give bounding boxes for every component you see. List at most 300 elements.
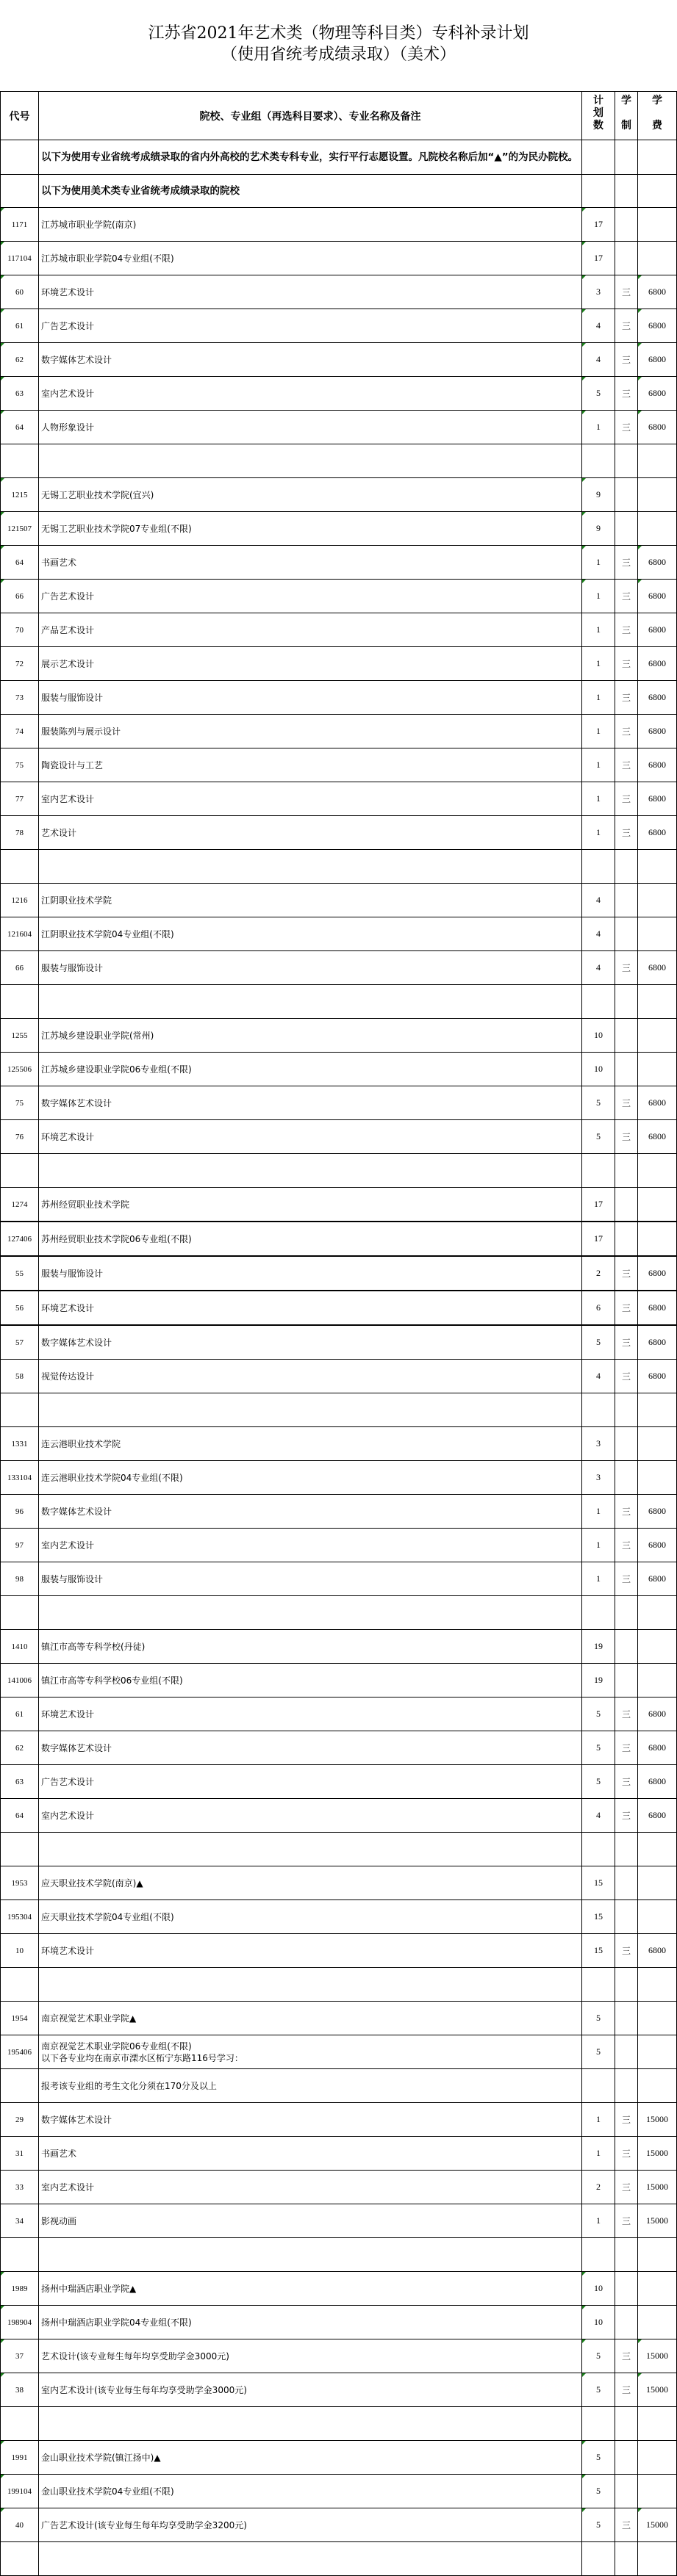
row-duration: [615, 512, 638, 546]
row-name: 广告艺术设计: [39, 309, 582, 343]
row-plan-count: 4: [582, 951, 615, 985]
row-name: 连云港职业技术学院: [39, 1427, 582, 1461]
row-code: 1216: [1, 884, 39, 917]
spacer-row: [1, 1393, 677, 1427]
row-plan-count: 10: [582, 1053, 615, 1086]
row-fee: 6800: [638, 1765, 677, 1799]
row-fee: [638, 2407, 677, 2441]
row-duration: [615, 1154, 638, 1188]
table-row: [1, 1053, 677, 1086]
row-duration: [615, 2272, 638, 2306]
row-plan-count: 17: [582, 1188, 615, 1222]
table-row: [1, 1086, 677, 1120]
row-plan-count: 1: [582, 580, 615, 613]
row-name: 室内艺术设计: [39, 2171, 582, 2204]
row-duration: 三: [615, 1256, 638, 1291]
row-fee: [638, 2002, 677, 2035]
spacer-row: [1, 2542, 677, 2576]
row-duration: 三: [615, 1799, 638, 1833]
row-fee: 6800: [638, 1120, 677, 1154]
row-code: [1, 985, 39, 1019]
row-fee: 15000: [638, 2103, 677, 2137]
row-plan-count: 5: [582, 1765, 615, 1799]
row-name: 室内艺术设计: [39, 1529, 582, 1562]
row-duration: 三: [615, 2508, 638, 2542]
row-plan-count: 17: [582, 208, 615, 242]
row-fee: 6800: [638, 782, 677, 816]
table-row: [1, 748, 677, 782]
spacer-row: [1, 2238, 677, 2272]
row-fee: [638, 2069, 677, 2103]
row-name: 广告艺术设计(该专业每生每年均享受助学金3200元): [39, 2508, 582, 2542]
header-plan: [582, 92, 615, 140]
row-name: 扬州中瑞酒店职业学院▲: [39, 2272, 582, 2306]
row-code: 56: [1, 1291, 39, 1325]
table-row: [1, 2002, 677, 2035]
table-row: [1, 917, 677, 951]
row-plan-count: 1: [582, 2137, 615, 2171]
row-plan-count: 10: [582, 2272, 615, 2306]
row-fee: [638, 2272, 677, 2306]
row-code: [1, 850, 39, 884]
table-row: [1, 478, 677, 512]
row-name: 江苏城市职业学院(南京): [39, 208, 582, 242]
row-name: 广告艺术设计: [39, 1765, 582, 1799]
table-row: [1, 1698, 677, 1731]
table-row: [1, 1731, 677, 1765]
row-code: 64: [1, 1799, 39, 1833]
row-name: 室内艺术设计: [39, 1799, 582, 1833]
row-name: 应天职业技术学院(南京)▲: [39, 1866, 582, 1900]
row-name: 镇江市高等专科学校(丹徒): [39, 1630, 582, 1664]
row-fee: 15000: [638, 2339, 677, 2373]
row-duration: 三: [615, 647, 638, 681]
row-plan-count: 5: [582, 1120, 615, 1154]
row-plan-count: 1: [582, 2204, 615, 2238]
row-duration: [615, 2069, 638, 2103]
table-row: [1, 2306, 677, 2339]
row-name: [39, 2542, 582, 2576]
table-row: [1, 512, 677, 546]
row-fee: 6800: [638, 309, 677, 343]
row-fee: 15000: [638, 2204, 677, 2238]
table-row: [1, 1291, 677, 1325]
spacer-row: [1, 850, 677, 884]
row-duration: [615, 2306, 638, 2339]
table-row: [1, 1360, 677, 1393]
row-code: 61: [1, 309, 39, 343]
row-plan-count: 5: [582, 2002, 615, 2035]
table-row: [1, 816, 677, 850]
table-row: [1, 1461, 677, 1495]
row-duration: [615, 985, 638, 1019]
table-row: [1, 2508, 677, 2542]
table-row: [1, 2373, 677, 2407]
row-fee: 6800: [638, 1799, 677, 1833]
row-code: 78: [1, 816, 39, 850]
row-fee: 15000: [638, 2373, 677, 2407]
row-name: 镇江市高等专科学校06专业组(不限): [39, 1664, 582, 1698]
header-plan-char: 计: [593, 95, 603, 107]
row-plan-count: 5: [582, 2373, 615, 2407]
row-plan-count: 5: [582, 1698, 615, 1731]
row-plan-count: 1: [582, 647, 615, 681]
row-plan-count: 5: [582, 1325, 615, 1360]
row-name: [39, 985, 582, 1019]
notice-text: 以下为使用专业省统考成绩录取的省内外高校的艺术类专科专业，实行平行志愿设置。凡院校名称后加“▲”的为民办院校。: [41, 151, 579, 163]
row-plan-count: 17: [582, 242, 615, 275]
row-name: 视觉传达设计: [39, 1360, 582, 1393]
header-duration-char: 学: [621, 95, 631, 107]
header-plan-char: 划: [593, 107, 603, 119]
header-plan-char: 数: [593, 120, 603, 131]
row-name: 苏州经贸职业技术学院: [39, 1188, 582, 1222]
row-code: 57: [1, 1325, 39, 1360]
row-duration: 三: [615, 2137, 638, 2171]
spacer-row: [1, 1833, 677, 1866]
row-duration: [615, 917, 638, 951]
table-row: [1, 2339, 677, 2373]
row-duration: 三: [615, 2373, 638, 2407]
section-text: 以下为使用美术类专业省统考成绩录取的院校: [41, 184, 240, 197]
row-code: 1171: [1, 208, 39, 242]
table-row: [1, 2272, 677, 2306]
row-name: 环境艺术设计: [39, 275, 582, 309]
row-plan-count: 10: [582, 1019, 615, 1053]
row-plan-count: 5: [582, 2475, 615, 2508]
table-row: [1, 1256, 677, 1291]
row-plan-count: 4: [582, 917, 615, 951]
row-plan-count: 17: [582, 1222, 615, 1256]
row-fee: 6800: [638, 546, 677, 580]
row-name: [39, 2238, 582, 2272]
row-fee: 6800: [638, 715, 677, 748]
row-plan-count: 5: [582, 2339, 615, 2373]
row-duration: 三: [615, 715, 638, 748]
table-row: [1, 2171, 677, 2204]
table-row: [1, 1427, 677, 1461]
section-row: [1, 175, 677, 208]
row-plan-count: 4: [582, 1799, 615, 1833]
row-code: 98: [1, 1562, 39, 1596]
row-duration: 三: [615, 1325, 638, 1360]
row-fee: [638, 1053, 677, 1086]
note-row: [1, 2069, 677, 2103]
table-row: [1, 1562, 677, 1596]
row-code: 97: [1, 1529, 39, 1562]
row-duration: [615, 478, 638, 512]
row-plan-count: 1: [582, 715, 615, 748]
row-code: 121507: [1, 512, 39, 546]
table-row: [1, 275, 677, 309]
row-code: 1989: [1, 2272, 39, 2306]
row-fee: [638, 1222, 677, 1256]
table-row: [1, 2204, 677, 2238]
spacer-row: [1, 2407, 677, 2441]
row-duration: 三: [615, 377, 638, 411]
row-code: 40: [1, 2508, 39, 2542]
row-plan-count: 3: [582, 1461, 615, 1495]
row-plan-count: 4: [582, 884, 615, 917]
row-code: 77: [1, 782, 39, 816]
table-row: [1, 411, 677, 444]
header-fee-char: 学: [652, 95, 662, 107]
row-name: 数字媒体艺术设计: [39, 1495, 582, 1529]
row-plan-count: 4: [582, 1360, 615, 1393]
row-name-line1: 南京视觉艺术职业学院06专业组(不限): [41, 2041, 192, 2052]
row-plan-count: [582, 1833, 615, 1866]
row-plan-count: 15: [582, 1866, 615, 1900]
row-fee: [638, 1154, 677, 1188]
row-fee: [638, 1393, 677, 1427]
row-name: [39, 1154, 582, 1188]
row-code: 38: [1, 2373, 39, 2407]
row-duration: [615, 1393, 638, 1427]
row-code: 60: [1, 275, 39, 309]
table-row: [1, 951, 677, 985]
row-code: 74: [1, 715, 39, 748]
row-code: 76: [1, 1120, 39, 1154]
row-fee: [638, 850, 677, 884]
table-row: [1, 1325, 677, 1360]
row-plan-count: 3: [582, 275, 615, 309]
row-duration: [615, 444, 638, 478]
header-code: 代号: [1, 92, 39, 140]
row-fee: [638, 208, 677, 242]
row-name: [39, 444, 582, 478]
header-duration-char: 制: [621, 120, 631, 131]
row-code: 31: [1, 2137, 39, 2171]
table-row: [1, 2475, 677, 2508]
row-plan-count: 1: [582, 681, 615, 715]
row-code: 29: [1, 2103, 39, 2137]
row-plan-count: [582, 2542, 615, 2576]
row-duration: [615, 1630, 638, 1664]
row-code: 195406: [1, 2035, 39, 2069]
row-plan-count: 9: [582, 478, 615, 512]
table-row: [1, 1934, 677, 1968]
row-code: 1331: [1, 1427, 39, 1461]
row-name: 数字媒体艺术设计: [39, 343, 582, 377]
row-duration: [615, 1968, 638, 2002]
row-name: 影视动画: [39, 2204, 582, 2238]
row-name: 金山职业技术学院04专业组(不限): [39, 2475, 582, 2508]
row-code: 37: [1, 2339, 39, 2373]
row-name: 应天职业技术学院04专业组(不限): [39, 1900, 582, 1934]
row-duration: 三: [615, 580, 638, 613]
row-fee: [638, 2475, 677, 2508]
row-fee: 6800: [638, 580, 677, 613]
row-fee: 6800: [638, 816, 677, 850]
row-fee: 6800: [638, 1256, 677, 1291]
row-name: [39, 2407, 582, 2441]
row-duration: 三: [615, 951, 638, 985]
header-fee: [638, 92, 677, 140]
row-duration: 三: [615, 782, 638, 816]
row-code: [1, 2407, 39, 2441]
row-plan-count: 1: [582, 1495, 615, 1529]
row-name: 产品艺术设计: [39, 613, 582, 647]
row-name: 江苏城乡建设职业学院06专业组(不限): [39, 1053, 582, 1086]
row-fee: 15000: [638, 2137, 677, 2171]
row-duration: 三: [615, 613, 638, 647]
row-fee: [638, 2306, 677, 2339]
table-row: [1, 1900, 677, 1934]
table-row: [1, 580, 677, 613]
row-fee: 6800: [638, 1325, 677, 1360]
spacer-row: [1, 1596, 677, 1630]
row-plan-count: 1: [582, 748, 615, 782]
row-plan-count: 5: [582, 2441, 615, 2475]
row-duration: 三: [615, 1765, 638, 1799]
row-plan-count: 5: [582, 1086, 615, 1120]
table-row: [1, 343, 677, 377]
row-name: 无锡工艺职业技术学院07专业组(不限): [39, 512, 582, 546]
row-duration: 三: [615, 1731, 638, 1765]
row-duration: 三: [615, 1120, 638, 1154]
row-name: 苏州经贸职业技术学院06专业组(不限): [39, 1222, 582, 1256]
table-row: [1, 2035, 677, 2069]
table-row: [1, 242, 677, 275]
header-name: 院校、专业组（再选科目要求）、专业名称及备注: [39, 92, 582, 140]
row-plan-count: 5: [582, 2508, 615, 2542]
row-name: 环境艺术设计: [39, 1934, 582, 1968]
row-name: 陶瓷设计与工艺: [39, 748, 582, 782]
row-fee: [638, 1866, 677, 1900]
row-name: 服装陈列与展示设计: [39, 715, 582, 748]
row-name: [39, 1393, 582, 1427]
row-code: 1954: [1, 2002, 39, 2035]
row-duration: 三: [615, 546, 638, 580]
row-name: 艺术设计(该专业每生每年均享受助学金3000元): [39, 2339, 582, 2373]
row-code: 55: [1, 1256, 39, 1291]
row-fee: 6800: [638, 1529, 677, 1562]
row-name: 江阴职业技术学院04专业组(不限): [39, 917, 582, 951]
row-duration: [615, 1596, 638, 1630]
row-fee: [638, 1019, 677, 1053]
row-plan-count: [582, 2238, 615, 2272]
row-plan-count: [582, 850, 615, 884]
row-name: 无锡工艺职业技术学院(宜兴): [39, 478, 582, 512]
row-fee: 6800: [638, 647, 677, 681]
row-name: 室内艺术设计(该专业每生每年均享受助学金3000元): [39, 2373, 582, 2407]
notice-row: [1, 140, 677, 175]
row-plan-count: [582, 2069, 615, 2103]
row-plan-count: [582, 2407, 615, 2441]
table-row: [1, 208, 677, 242]
row-fee: [638, 1630, 677, 1664]
row-duration: [615, 1664, 638, 1698]
table-row: [1, 1120, 677, 1154]
row-code: [1, 444, 39, 478]
row-duration: [615, 2002, 638, 2035]
row-fee: 6800: [638, 1495, 677, 1529]
row-fee: [638, 985, 677, 1019]
row-fee: 6800: [638, 748, 677, 782]
row-plan-count: [582, 444, 615, 478]
row-fee: 6800: [638, 681, 677, 715]
row-code: 121604: [1, 917, 39, 951]
header-fee-char: 费: [652, 120, 662, 131]
row-name: 环境艺术设计: [39, 1698, 582, 1731]
table-row: [1, 613, 677, 647]
row-code: 1274: [1, 1188, 39, 1222]
row-name-line2: 以下各专业均在南京市溧水区柘宁东路116号学习：: [41, 2052, 243, 2063]
row-duration: 三: [615, 2171, 638, 2204]
header-duration: [615, 92, 638, 140]
row-name: [39, 2035, 582, 2069]
row-code: 199104: [1, 2475, 39, 2508]
row-duration: 三: [615, 2204, 638, 2238]
row-fee: 6800: [638, 1731, 677, 1765]
table-row: [1, 1495, 677, 1529]
row-plan-count: 1: [582, 1529, 615, 1562]
row-fee: [638, 1461, 677, 1495]
row-code: 1215: [1, 478, 39, 512]
row-code: 75: [1, 748, 39, 782]
row-name: 服装与服饰设计: [39, 951, 582, 985]
row-plan-count: 1: [582, 546, 615, 580]
row-name: 江苏城市职业学院04专业组(不限): [39, 242, 582, 275]
row-fee: [638, 2441, 677, 2475]
row-code: 64: [1, 546, 39, 580]
row-plan-count: 1: [582, 1562, 615, 1596]
row-fee: [638, 444, 677, 478]
row-plan-count: 1: [582, 782, 615, 816]
row-fee: [638, 478, 677, 512]
row-plan-count: 5: [582, 2035, 615, 2069]
row-name: 报考该专业组的考生文化分须在170分及以上: [39, 2069, 582, 2103]
row-fee: 6800: [638, 1291, 677, 1325]
row-fee: [638, 917, 677, 951]
row-code: 10: [1, 1934, 39, 1968]
row-fee: 6800: [638, 613, 677, 647]
row-fee: [638, 2035, 677, 2069]
row-name: 环境艺术设计: [39, 1291, 582, 1325]
row-code: 63: [1, 1765, 39, 1799]
table-row: [1, 782, 677, 816]
row-duration: [615, 1222, 638, 1256]
row-plan-count: 1: [582, 816, 615, 850]
row-code: 198904: [1, 2306, 39, 2339]
row-code: 75: [1, 1086, 39, 1120]
row-code: 63: [1, 377, 39, 411]
row-plan-count: 4: [582, 309, 615, 343]
row-fee: [638, 1664, 677, 1698]
row-code: [1, 2238, 39, 2272]
row-name: 服装与服饰设计: [39, 1256, 582, 1291]
row-duration: 三: [615, 1360, 638, 1393]
table-row: [1, 1765, 677, 1799]
row-name: 数字媒体艺术设计: [39, 1731, 582, 1765]
row-name: 展示艺术设计: [39, 647, 582, 681]
row-name: 数字媒体艺术设计: [39, 1086, 582, 1120]
row-duration: 三: [615, 343, 638, 377]
row-code: 133104: [1, 1461, 39, 1495]
row-plan-count: 15: [582, 1900, 615, 1934]
admission-plan-table: [0, 91, 677, 2576]
document-title-line1: 江苏省2021年艺术类（物理等科目类）专科补录计划: [148, 24, 529, 43]
row-code: 62: [1, 1731, 39, 1765]
table-row: [1, 884, 677, 917]
row-code: 141006: [1, 1664, 39, 1698]
row-code: [1, 2069, 39, 2103]
row-code: 66: [1, 580, 39, 613]
row-plan-count: [582, 1393, 615, 1427]
row-name: 书画艺术: [39, 2137, 582, 2171]
table-row: [1, 681, 677, 715]
row-fee: [638, 1427, 677, 1461]
